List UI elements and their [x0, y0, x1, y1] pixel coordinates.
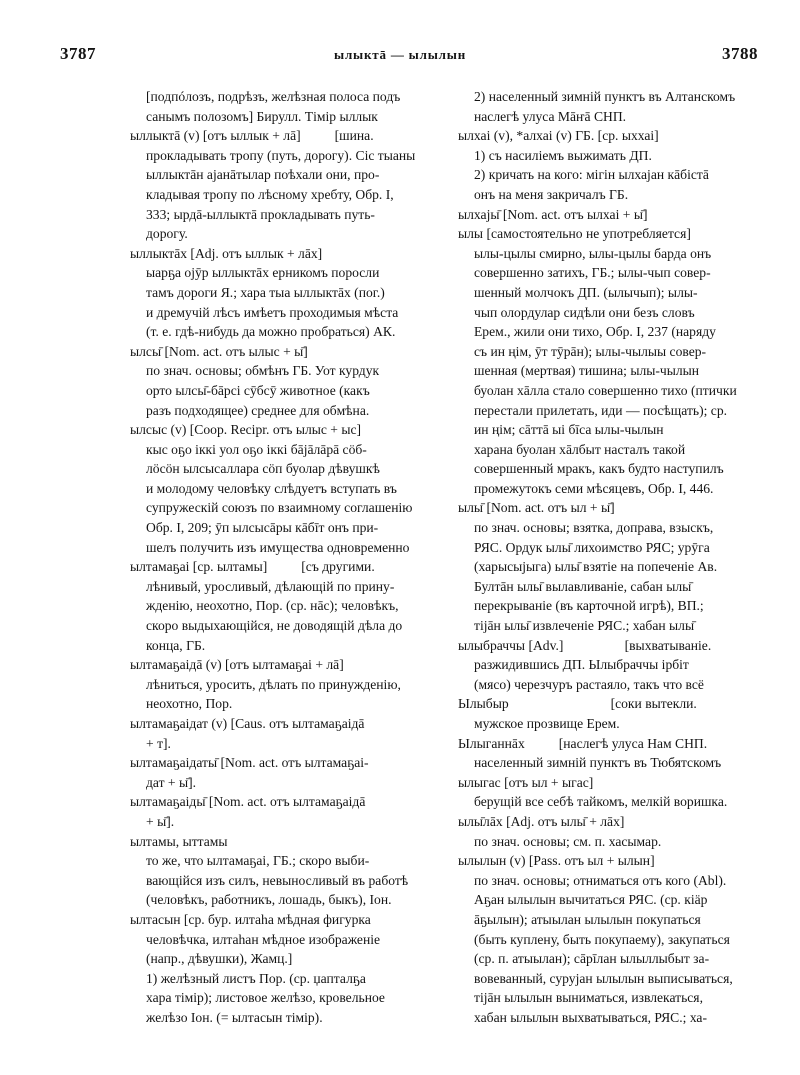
entry-text-line: перестали прилетать, иди — посѣщать); ср.: [474, 402, 728, 418]
entry-text-line: населенный зимній пунктъ въ Тюбятскомъ: [474, 755, 722, 771]
entry-text-line: совершенно затихъ, ГБ.; ылы-чып совер-: [474, 265, 711, 281]
entry-text-line: шенная (мертвая) тишина; ылы-чылын: [474, 363, 700, 379]
entry-text-line: лѣнивый, уросливый, дѣлающій по прину-: [146, 578, 395, 594]
entry-text-line: человѣчка, илтаhан мѣдное изображеніе: [146, 931, 381, 947]
entry-headword-line: ыллыктā (v) [отъ ыллык + лā] [шина.: [130, 128, 374, 144]
entry-text-line: кыс оҕо іккі уол оҕо іккі бājāлāрā сӧб-: [146, 441, 367, 457]
entry-headword-line: ылтамаҕаідā (v) [отъ ылтамаҕаі + лā]: [130, 657, 344, 673]
entry-text-line: супружескій союзъ по взаимному соглашенію: [146, 500, 413, 516]
entry-headword-line: ылхаі (v), *алхаі (v) ГБ. [ср. ыххаі]: [458, 128, 659, 144]
entry-headword-line: ылылын (v) [Pass. отъ ыл + ылын]: [458, 853, 655, 869]
entry-text-line: 2) кричать на кого: мігін ылхаjан кāбістā: [474, 167, 709, 183]
entry-text-line: онъ на меня закричалъ ГБ.: [474, 186, 629, 202]
entry-text-line: орто ылсы̄-бāрсі сӯбсӯ животное (какъ: [146, 382, 370, 398]
entry-headword-line: ылхаjы̄ [Nom. act. отъ ылхаі + ы̄]: [458, 206, 648, 222]
entry-text-line: буолан хāлла стало совершенно тихо (птички: [474, 382, 737, 398]
entry-text-line: + ы̄].: [146, 813, 175, 829]
left-column: [130, 87, 478, 1028]
entry-text-line: (быть куплену, быть покупаему), закупаться: [474, 931, 730, 947]
entry-text-line: тамъ дороги Я.; хара тыа ыллыктāх (пог.): [146, 284, 385, 300]
entry-text-line: разъ подходящее) среднее для обмѣна.: [146, 402, 370, 418]
entry-text-line: Ерем., жили они тихо, Обр. I, 237 (наряду: [474, 324, 716, 340]
entry-text-line: (мясо) черезчуръ растаяло, такъ что всё: [474, 676, 704, 692]
entry-text-line: лѣниться, уросить, дѣлать по принужденію,: [146, 676, 401, 692]
entry-text-line: кладывая тропу по лѣсному хребту, Обр. I,: [146, 186, 394, 202]
entry-text-line: ыарҕа оjӯр ыллыктāх ерникомъ поросли: [146, 265, 380, 281]
entry-headword-line: ылтасын [ср. бур. илтаhа мѣдная фигурка: [130, 911, 371, 927]
entry-text-line: ин ңім; сāттā ыі бīса ылы-чылын: [474, 422, 664, 438]
running-head: ылыктā — ылылын: [334, 47, 466, 62]
entry-text-line: (харысыjыга) ылы̄ взятіе на попеченіе Ав.: [474, 559, 718, 575]
entry-headword-line: ылы̄лāх [Adj. отъ ылы̄ + лāх]: [458, 813, 625, 829]
entry-headword-line: ыллыктāх [Adj. отъ ыллык + лāх]: [130, 245, 323, 261]
entry-text-line: вовеванный, суруjан ылылын выписываться,: [474, 970, 733, 986]
entry-text-line: санымъ полозомъ] Бирулл. Тімір ыллык: [146, 108, 378, 124]
entry-text-line: конца, ГБ.: [146, 637, 206, 653]
entry-text-line: 333; ырдā-ыллыктā прокладывать путь-: [146, 206, 375, 222]
entry-text-line: мужское прозвище Ерем.: [474, 716, 620, 731]
entry-text-line: Обр. I, 209; ӯп ылсысāры кāбīт онъ при-: [146, 520, 379, 536]
entry-headword-line: ылы [самостоятельно не употребляется]: [458, 226, 691, 242]
entry-headword-line: ылы̄ [Nom. act. отъ ыл + ы̄]: [458, 500, 615, 516]
entry-text-line: ылы-цылы смирно, ылы-цылы барда онъ: [474, 245, 712, 261]
page-header: [0, 44, 800, 70]
entry-headword-line: Ылыганнāх [наслегѣ улуса Нам СНП.: [458, 735, 708, 751]
entry-text-line: ыллыктāн аjанāтылар поѣхали они, про-: [146, 167, 380, 183]
entry-text-line: лӧсӧн ылсысаллара сӧп буолар дѣвушкѣ: [146, 461, 380, 477]
entry-text-line: по знач. основы; см. п. хасымар.: [474, 833, 662, 849]
entry-text-line: тіjāн ылылын выниматься, извлекаться,: [474, 990, 703, 1006]
entry-text-line: РЯС. Ордук ылы̄ лихоимство РЯС; урӯга: [474, 539, 710, 555]
entry-text-line: 1) желѣзный листъ Пор. (ср. џапталҕа: [146, 970, 366, 986]
entry-text-line: скоро выдыхающійся, не доводящій дѣла до: [146, 618, 403, 634]
entry-text-line: 2) населенный зимній пунктъ въ Алтанскомъ: [474, 89, 736, 104]
page-number-left: 3787: [60, 44, 96, 63]
entry-text-line: неохотно, Пор.: [146, 696, 233, 712]
entry-text-line: съ ин ңім, ӯт тӯрāн); ылы-чылыы совер-: [474, 343, 707, 359]
entry-headword-line: ылтамаҕаі [ср. ылтамы] [съ другими.: [130, 559, 375, 575]
entry-headword-line: ылсы̄ [Nom. act. отъ ылыс + ы̄]: [130, 343, 308, 359]
entry-headword-line: ылтамаҕаідат (v) [Caus. отъ ылтамаҕаідā: [130, 716, 365, 731]
entry-text-line: по знач. основы; взятка, доправа, взыскъ,: [474, 520, 714, 536]
entry-text-line: (напр., дѣвушки), Жамц.]: [146, 951, 293, 967]
entry-text-line: Аҕан ылылын вычитаться РЯС. (ср. кіäр: [474, 892, 708, 908]
entry-text-line: 1) съ насиліемъ выжимать ДП.: [474, 147, 652, 163]
right-column: [458, 87, 778, 1028]
entry-headword-line: ылыбраччы [Adv.] [выхватываніе.: [458, 637, 712, 653]
entry-headword-line: ылтамаҕаідаты̄ [Nom. act. отъ ылтамаҕаі-: [130, 755, 369, 771]
entry-text-line: дат + ы̄].: [146, 774, 197, 790]
entry-headword-line: ылыгас [отъ ыл + ыгас]: [458, 774, 594, 790]
entry-text-line: āҕылын); атыылан ылылын покупаться: [474, 911, 701, 927]
entry-text-line: [подпóлозъ, подрѣзъ, желѣзная полоса подъ: [146, 89, 401, 104]
entry-text-line: дорогу.: [146, 226, 188, 242]
entry-text-line: и молодому человѣку слѣдуетъ вступать въ: [146, 480, 397, 496]
entry-headword-line: Ылыбыр [соки вытекли.: [458, 696, 697, 712]
entry-text-line: разжидившись ДП. Ылыбраччы ірбіт: [474, 657, 689, 673]
entry-text-line: + т].: [146, 735, 171, 751]
entry-text-line: берущій все себѣ тайкомъ, мелкій воришка.: [474, 794, 728, 810]
entry-text-line: желѣзо Іон. (= ылтасын тімір).: [146, 1009, 323, 1025]
entry-text-line: прокладывать тропу (путь, дорогу). Сіс тыаны: [146, 147, 416, 163]
entry-text-line: жденію, неохотно, Пор. (ср. нāс); человѣкъ,: [146, 598, 399, 614]
entry-text-line: и дремучій лѣсъ имѣетъ проходимыя мѣста: [146, 304, 399, 320]
entry-text-line: хара тімір); листовое желѣзо, кровельное: [146, 990, 385, 1006]
entry-text-line: хабан ылылын выхватываться, РЯС.; ха-: [474, 1009, 707, 1025]
entry-text-line: (человѣкъ, работникъ, лошадь, быкъ), Іон.: [146, 892, 392, 908]
entry-text-line: наслегѣ улуса Мāҥā СНП.: [474, 108, 627, 124]
entry-text-line: Бултāн ылы̄ вылавливаніе, сабан ылы̄: [474, 578, 692, 594]
entry-text-line: (т. е. гдѣ-нибудь да можно пробраться) АК.: [146, 324, 396, 340]
entry-headword-line: ылсыс (v) [Coop. Recipr. отъ ылыс + ыс]: [130, 422, 362, 438]
page-number-right: 3788: [722, 44, 758, 63]
entry-text-line: шелъ получить изъ имущества одновременно: [146, 539, 410, 555]
entry-text-line: по знач. основы; обмѣнъ ГБ. Уот курдук: [146, 363, 380, 379]
entry-headword-line: ылтамаҕаіды̄ [Nom. act. отъ ылтамаҕаідā: [130, 794, 366, 810]
entry-text-line: по знач. основы; отниматься отъ кого (Abl).: [474, 872, 727, 888]
entry-text-line: шенный молчокъ ДП. (ылычып); ылы-: [474, 284, 698, 300]
entry-text-line: перекрываніе (въ карточной игрѣ), ВП.;: [474, 598, 704, 614]
entry-text-line: (ср. п. атыылан); сāрīлан ылыллыбыт за-: [474, 951, 710, 967]
entry-headword-line: ылтамы, ыттамы: [130, 833, 228, 849]
entry-text-line: совершенный мракъ, какъ будто наступилъ: [474, 461, 724, 477]
entry-text-line: промежутокъ семи мѣсяцевъ, Обр. I, 446.: [474, 480, 714, 496]
entry-text-line: чып олордулар сидѣли они безъ словъ: [474, 304, 695, 320]
entry-text-line: тіjāн ылы̄ извлеченіе РЯС.; хабан ылы̄: [474, 618, 695, 634]
entry-text-line: вающійся изъ силъ, невыносливый въ работѣ: [146, 872, 409, 888]
entry-text-line: то же, что ылтамаҕаі, ГБ.; скоро выби-: [146, 853, 370, 869]
entry-text-line: харана буолан хāлбыт насталъ такой: [474, 441, 686, 457]
